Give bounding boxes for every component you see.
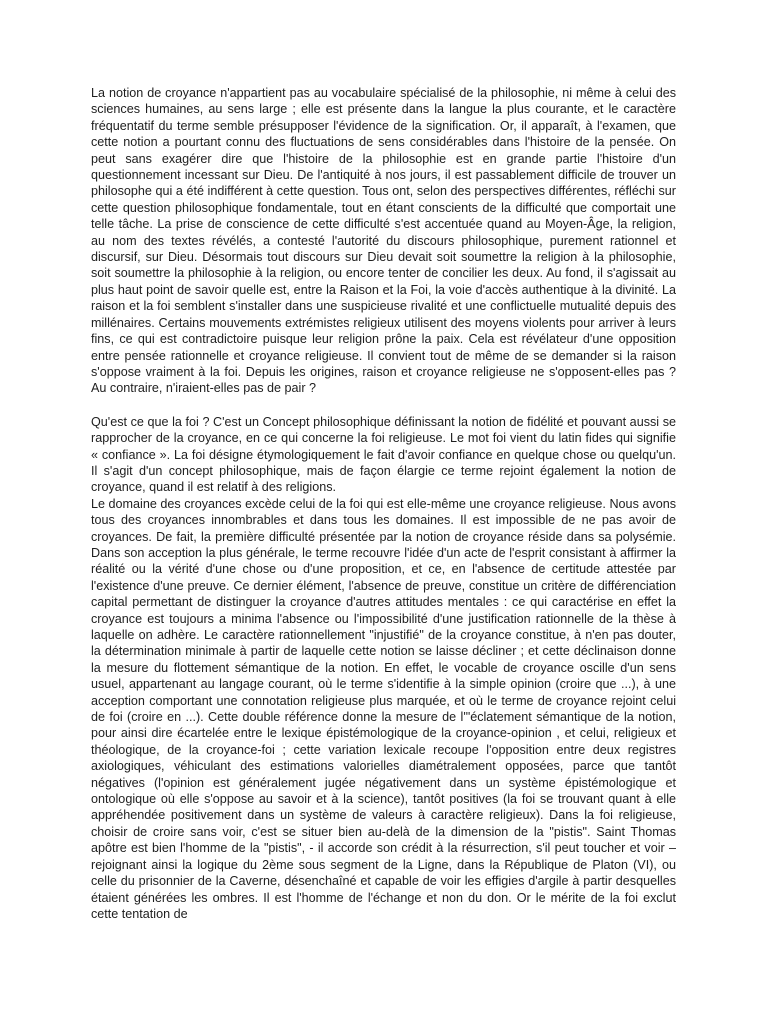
paragraph-spacer bbox=[91, 397, 676, 414]
document-body bbox=[91, 85, 676, 922]
paragraph-definition-foi: Qu'est ce que la foi ? C'est un Concept philosophique définissant la notion de fidélité et pouvant aussi se rapprocher de la croyance, en ce qui concerne la foi religieuse. Le mot foi vient du latin fides qui signifie « confiance ». La foi désigne étymologiquement le fait d'avoir confiance en quelque chose ou quelqu'un. Il s'agit d'un concept philosophique, mais de façon élargie ce terme rejoint également la notion de croyance, quand il est relatif à des religions. bbox=[91, 414, 676, 495]
paragraph-domaine-croyances: Le domaine des croyances excède celui de la foi qui est elle-même une croyance religieuse. Nous avons tous des croyances innombrables et dans tous les domaines. Il est impossible de ne pas avoir de croyances. De fait, la première difficulté présentée par la notion de croyance réside dans sa polysémie. Dans son acception la plus générale, le terme recouvre l'idée d'un acte de l'esprit consistant à affirmer la réalité ou la vérité d'une chose ou d'une proposition, et ce, en l'absence de certitude attestée par l'existence d'une preuve. Ce dernier élément, l'absence de preuve, constitue un critère de différenciation capital permettant de distinguer la croyance d'autres attitudes mentales : ce qui caractérise en effet la croyance est toujours a minima l'absence ou l'impossibilité d'une justification rationnelle de la thèse à laquelle on adhère. Le caractère rationnellement "injustifié" de la croyance constitue, à n'en pas douter, la détermination minimale à partir de laquelle cette notion se laisse décliner ; et cette déclinaison donne la mesure du flottement sémantique de la notion. En effet, le vocable de croyance oscille d'un sens usuel, appartenant au langage courant, où le terme s'identifie à la simple opinion (croire que ...), à une acception comportant une connotation religieuse plus marquée, et où le terme de croyance rejoint celui de foi (croire en ...). Cette double référence donne la mesure de l'"éclatement sémantique de la notion, pour ainsi dire écartelée entre le lexique épistémologique de la croyance-opinion , et celui, religieux et théologique, de la croyance-foi ; cette variation lexicale recoupe l'opposition entre deux registres axiologiques, véhiculant des estimations valorielles diamétralement opposées, parce que tantôt négatives (l'opinion est généralement jugée négativement dans un système épistémologique et ontologique où elle s'oppose au savoir et à la science), tantôt positives (la foi se trouvant quant à elle appréhendée positivement dans un système de valeurs à caractère religieux). Dans la foi religieuse, choisir de croire sans voir, c'est se situer bien au-delà de la dimension de la "pistis". Saint Thomas apôtre est bien l'homme de la "pistis", - il accorde son crédit à la résurrection, s'il peut toucher et voir – rejoignant ainsi la logique du 2ème sous segment de la Ligne, dans la République de Platon (VI), ou celle du prisonnier de la Caverne, désenchaîné et capable de voir les effigies d'argile à partir desquelles étaient générées les ombres. Il est l'homme de l'échange et non du don. Or le mérite de la foi exclut cette tentation de bbox=[91, 496, 676, 921]
paragraph-introduction: La notion de croyance n'appartient pas au vocabulaire spécialisé de la philosophie, ni même à celui des sciences humaines, au sens large ; elle est présente dans la langue la plus courante, et le caractère fréquentatif du terme semble présupposer l'évidence de la signification. Or, il apparaît, à l'examen, que cette notion a pourtant connu des fluctuations de sens considérables dans l'histoire de la pensée. On peut sans exagérer dire que l'histoire de la philosophie est en grande partie l'histoire d'un questionnement incessant sur Dieu. De l'antiquité à nos jours, il est passablement difficile de trouver un philosophe qui a été indifférent à cette question. Tous ont, selon des perspectives différentes, réfléchi sur cette question philosophique fondamentale, tout en étant conscients de la difficulté que comportait une telle tâche. La prise de conscience de cette difficulté s'est accentuée quand au Moyen-Âge, la religion, au nom des textes révélés, a contesté l'autorité du discours philosophique, purement rationnel et discursif, sur Dieu. Désormais tout discours sur Dieu devait soit soumettre la religion à la philosophie, soit soumettre la philosophie à la religion, ou encore tenter de concilier les deux. Au fond, il s'agissait au plus haut point de savoir quelle est, entre la Raison et la Foi, la voie d'accès authentique à la divinité. La raison et la foi semblent s'installer dans une suspicieuse rivalité et une conflictuelle mutualité depuis des millénaires. Certains mouvements extrémistes religieux utilisent des moyens violents pour arriver à leurs fins, ce qui est contradictoire puisque leur religion prône la paix. Cela est révélateur d'une opposition entre pensée rationnelle et croyance religieuse. Il convient tout de même de se demander si la raison s'oppose vraiment à la foi. Depuis les origines, raison et croyance religieuse ne s'opposent-elles pas ? Au contraire, n'iraient-elles pas de pair ? bbox=[91, 86, 676, 396]
